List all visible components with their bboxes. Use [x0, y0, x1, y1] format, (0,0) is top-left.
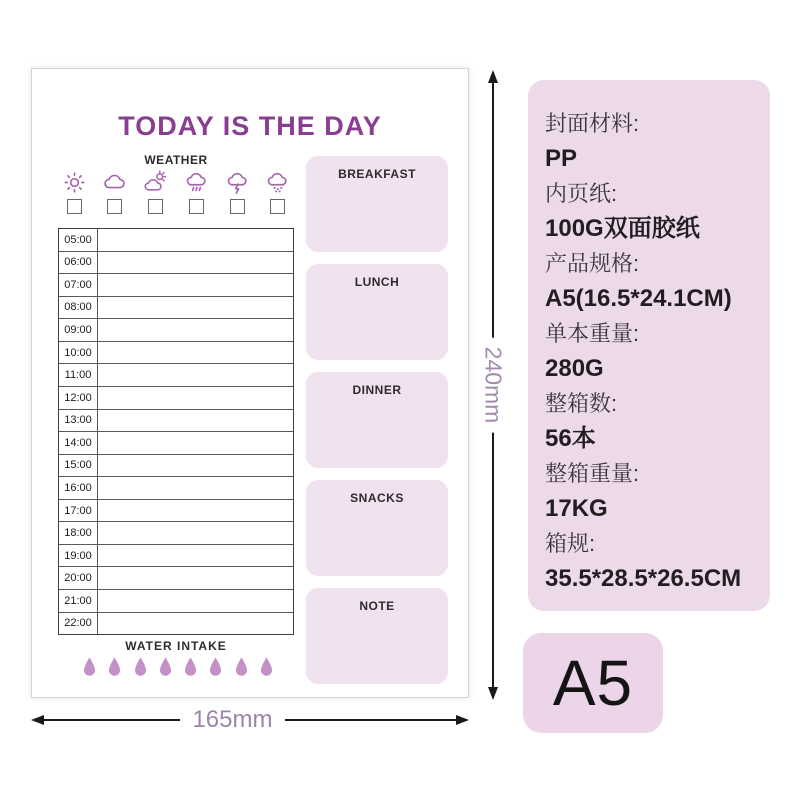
time-label: 18:00 — [59, 522, 98, 544]
spec-label-3: 单本重量: — [545, 321, 640, 346]
time-label: 07:00 — [59, 274, 98, 296]
weather-row — [60, 169, 292, 214]
schedule-row — [59, 296, 293, 319]
water-drop-icon — [183, 657, 198, 678]
spec-panel — [528, 80, 770, 611]
water-drop-icon — [259, 657, 274, 678]
time-label: 13:00 — [59, 410, 98, 432]
schedule-table — [58, 228, 294, 635]
spec-value-3: 280G — [545, 355, 604, 382]
schedule-row — [59, 612, 293, 635]
water-drop-icon — [133, 657, 148, 678]
time-label: 19:00 — [59, 545, 98, 567]
spec-value-6: 35.5*28.5*26.5CM — [545, 565, 742, 592]
schedule-entry-cell — [98, 432, 293, 454]
schedule-entry-cell — [98, 364, 293, 386]
schedule-entry-cell — [98, 522, 293, 544]
water-drop-icon — [158, 657, 173, 678]
width-dimension-label: 165mm — [180, 706, 284, 734]
schedule-entry-cell — [98, 252, 293, 274]
schedule-row — [59, 521, 293, 544]
schedule-row — [59, 499, 293, 522]
weather-option-cloudy — [101, 169, 129, 214]
schedule-row — [59, 454, 293, 477]
water-drops — [82, 657, 274, 678]
schedule-row — [59, 589, 293, 612]
weather-option-sunny — [60, 169, 88, 214]
time-label: 11:00 — [59, 364, 98, 386]
time-label: 21:00 — [59, 590, 98, 612]
schedule-row — [59, 341, 293, 364]
water-drop-icon — [208, 657, 223, 678]
schedule-entry-cell — [98, 319, 293, 341]
water-drop-icon — [234, 657, 249, 678]
time-label: 05:00 — [59, 229, 98, 251]
spec-label-5: 整箱重量: — [545, 461, 640, 486]
partly-sunny-checkbox — [148, 199, 163, 214]
spec-label-6: 箱规: — [545, 531, 596, 556]
width-dimension — [31, 706, 469, 733]
stormy-checkbox — [230, 199, 245, 214]
schedule-row — [59, 229, 293, 251]
weather-option-partly-sunny — [142, 169, 170, 214]
weather-section-label: WEATHER — [144, 153, 208, 167]
schedule-entry-cell — [98, 229, 293, 251]
rainy-checkbox — [189, 199, 204, 214]
time-label: 06:00 — [59, 252, 98, 274]
arrow-down-icon — [488, 687, 498, 700]
schedule-entry-cell — [98, 297, 293, 319]
weather-option-snowy — [264, 169, 292, 214]
schedule-row — [59, 431, 293, 454]
spec-value-4: 56本 — [545, 425, 596, 452]
schedule-entry-cell — [98, 455, 293, 477]
snowy-checkbox — [270, 199, 285, 214]
weather-option-rainy — [182, 169, 210, 214]
schedule-entry-cell — [98, 274, 293, 296]
schedule-row — [59, 476, 293, 499]
spec-value-2: A5(16.5*24.1CM) — [545, 285, 732, 312]
schedule-entry-cell — [98, 545, 293, 567]
time-label: 17:00 — [59, 500, 98, 522]
size-badge — [523, 633, 663, 733]
meal-box-snacks: SNACKS — [306, 480, 448, 576]
schedule-entry-cell — [98, 567, 293, 589]
meal-box-dinner: DINNER — [306, 372, 448, 468]
schedule-entry-cell — [98, 590, 293, 612]
arrow-right-icon — [456, 715, 469, 725]
schedule-entry-cell — [98, 410, 293, 432]
schedule-entry-cell — [98, 613, 293, 635]
schedule-row — [59, 566, 293, 589]
arrow-left-icon — [31, 715, 44, 725]
schedule-entry-cell — [98, 387, 293, 409]
planner-title: TODAY IS THE DAY — [118, 111, 382, 141]
height-dimension-label: 240mm — [480, 338, 507, 433]
weather-option-stormy — [223, 169, 251, 214]
schedule-row — [59, 363, 293, 386]
snowy-icon — [264, 169, 291, 196]
schedule-row — [59, 544, 293, 567]
planner-page — [31, 68, 469, 698]
time-label: 12:00 — [59, 387, 98, 409]
water-drop-icon — [107, 657, 122, 678]
time-label: 20:00 — [59, 567, 98, 589]
schedule-row — [59, 409, 293, 432]
cloudy-icon — [101, 169, 128, 196]
partly-sunny-icon — [142, 169, 169, 196]
meal-boxes — [306, 156, 448, 684]
time-label: 08:00 — [59, 297, 98, 319]
water-intake-label: WATER INTAKE — [125, 639, 227, 653]
stormy-icon — [224, 169, 251, 196]
time-label: 22:00 — [59, 613, 98, 635]
arrow-up-icon — [488, 70, 498, 83]
height-dimension — [480, 70, 507, 700]
schedule-row — [59, 251, 293, 274]
spec-label-2: 产品规格: — [545, 251, 640, 276]
spec-value-0: PP — [545, 145, 578, 172]
spec-label-1: 内页纸: — [545, 181, 618, 206]
spec-label-0: 封面材料: — [545, 111, 640, 136]
meal-box-lunch: LUNCH — [306, 264, 448, 360]
size-badge-label: A5 — [552, 647, 634, 719]
time-label: 16:00 — [59, 477, 98, 499]
cloudy-checkbox — [107, 199, 122, 214]
spec-value-1: 100G双面胶纸 — [545, 215, 700, 242]
rainy-icon — [183, 169, 210, 196]
meal-box-breakfast: BREAKFAST — [306, 156, 448, 252]
time-label: 09:00 — [59, 319, 98, 341]
schedule-row — [59, 273, 293, 296]
sunny-icon — [61, 169, 88, 196]
schedule-row — [59, 318, 293, 341]
spec-value-5: 17KG — [545, 495, 608, 522]
sunny-checkbox — [67, 199, 82, 214]
water-drop-icon — [82, 657, 97, 678]
meal-box-note: NOTE — [306, 588, 448, 684]
time-label: 14:00 — [59, 432, 98, 454]
schedule-entry-cell — [98, 500, 293, 522]
schedule-row — [59, 386, 293, 409]
time-label: 15:00 — [59, 455, 98, 477]
schedule-entry-cell — [98, 477, 293, 499]
schedule-entry-cell — [98, 342, 293, 364]
time-label: 10:00 — [59, 342, 98, 364]
spec-label-4: 整箱数: — [545, 391, 618, 416]
